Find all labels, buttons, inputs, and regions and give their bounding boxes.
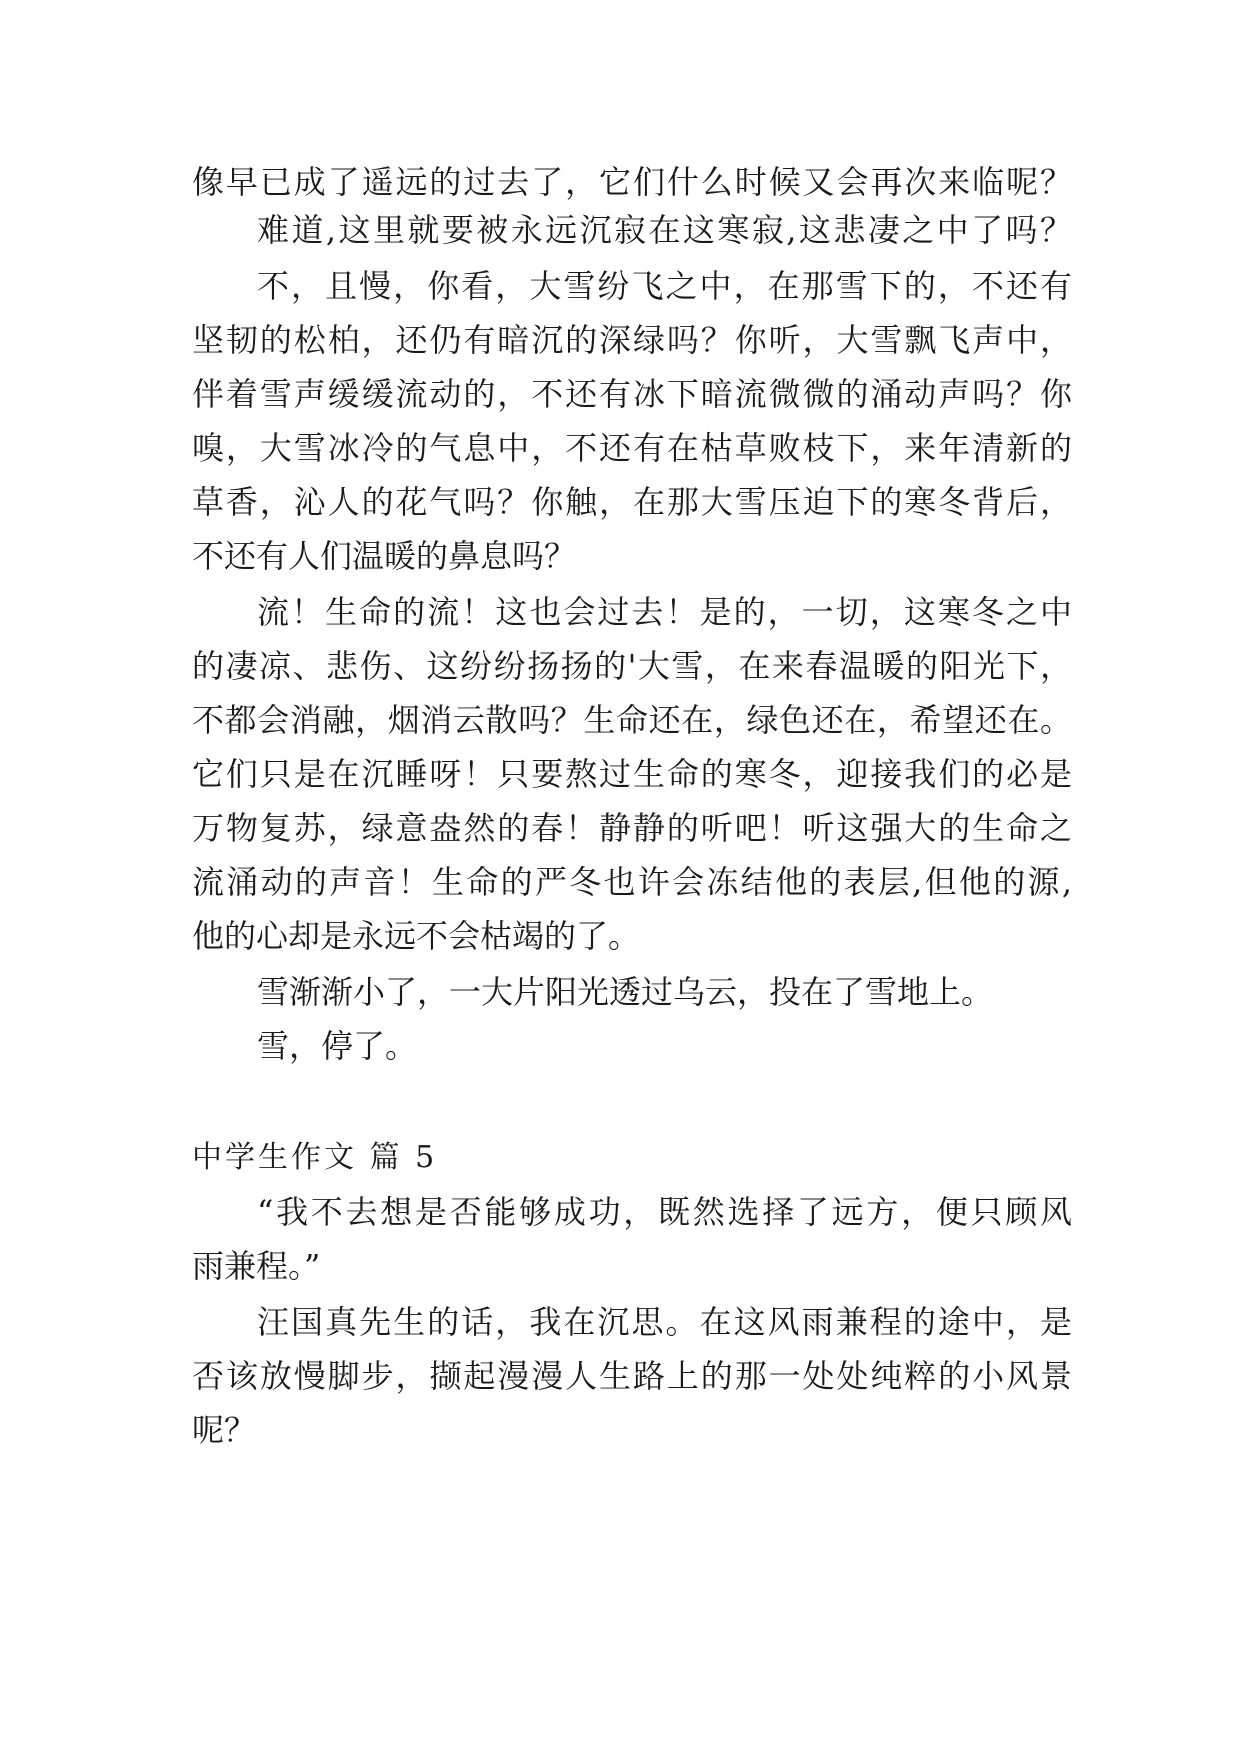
text-line: 不都会消融，烟消云散吗？生命还在，绿色还在，希望还在。: [192, 701, 1072, 739]
text-line: 坚韧的松柏，还仍有暗沉的深绿吗？你听，大雪飘飞声中，: [192, 321, 1072, 359]
text-line: 汪国真先生的话，我在沉思。在这风雨兼程的途中，是: [257, 1303, 1072, 1341]
text-line: 伴着雪声缓缓流动的，不还有冰下暗流微微的涌动声吗？你: [192, 375, 1072, 413]
text-line: 雨兼程。”: [192, 1247, 321, 1285]
text-line: 它们只是在沉睡呀！只要熬过生命的寒冬，迎接我们的必是: [192, 755, 1072, 793]
text-line: “我不去想是否能够成功，既然选择了远方，便只顾风: [257, 1193, 1072, 1231]
text-line: 不还有人们温暖的鼻息吗？: [192, 537, 577, 575]
text-line: 草香，沁人的花气吗？你触，在那大雪压迫下的寒冬背后，: [192, 483, 1072, 521]
text-line: 否该放慢脚步，撷起漫漫人生路上的那一处处纯粹的小风景: [192, 1357, 1072, 1395]
text-line: 流！生命的流！这也会过去！是的，一切，这寒冬之中: [257, 593, 1072, 631]
text-line: 不，且慢，你看，大雪纷飞之中，在那雪下的，不还有: [257, 267, 1072, 305]
text-line: 难道,这里就要被永远沉寂在这寒寂,这悲凄之中了吗？: [257, 211, 1072, 249]
text-line: 流涌动的声音！生命的严冬也许会冻结他的表层,但他的源,: [192, 863, 1072, 901]
text-line: 雪渐渐小了，一大片阳光透过乌云，投在了雪地上。: [257, 973, 994, 1011]
text-line: 像早已成了遥远的过去了，它们什么时候又会再次来临呢？: [192, 163, 1072, 201]
text-line: 的凄凉、悲伤、这纷纷扬扬的'大雪，在来春温暖的阳光下，: [192, 647, 1072, 685]
text-line: 雪，停了。: [257, 1027, 418, 1065]
section-heading: 中学生作文 篇 5: [192, 1140, 438, 1175]
text-line: 他的心却是永远不会枯竭的了。: [192, 917, 641, 955]
text-line: 嗅，大雪冰冷的气息中，不还有在枯草败枝下，来年清新的: [192, 429, 1072, 467]
text-line: 万物复苏，绿意盎然的春！静静的听吧！听这强大的生命之: [192, 809, 1072, 847]
text-line: 呢？: [192, 1411, 257, 1449]
